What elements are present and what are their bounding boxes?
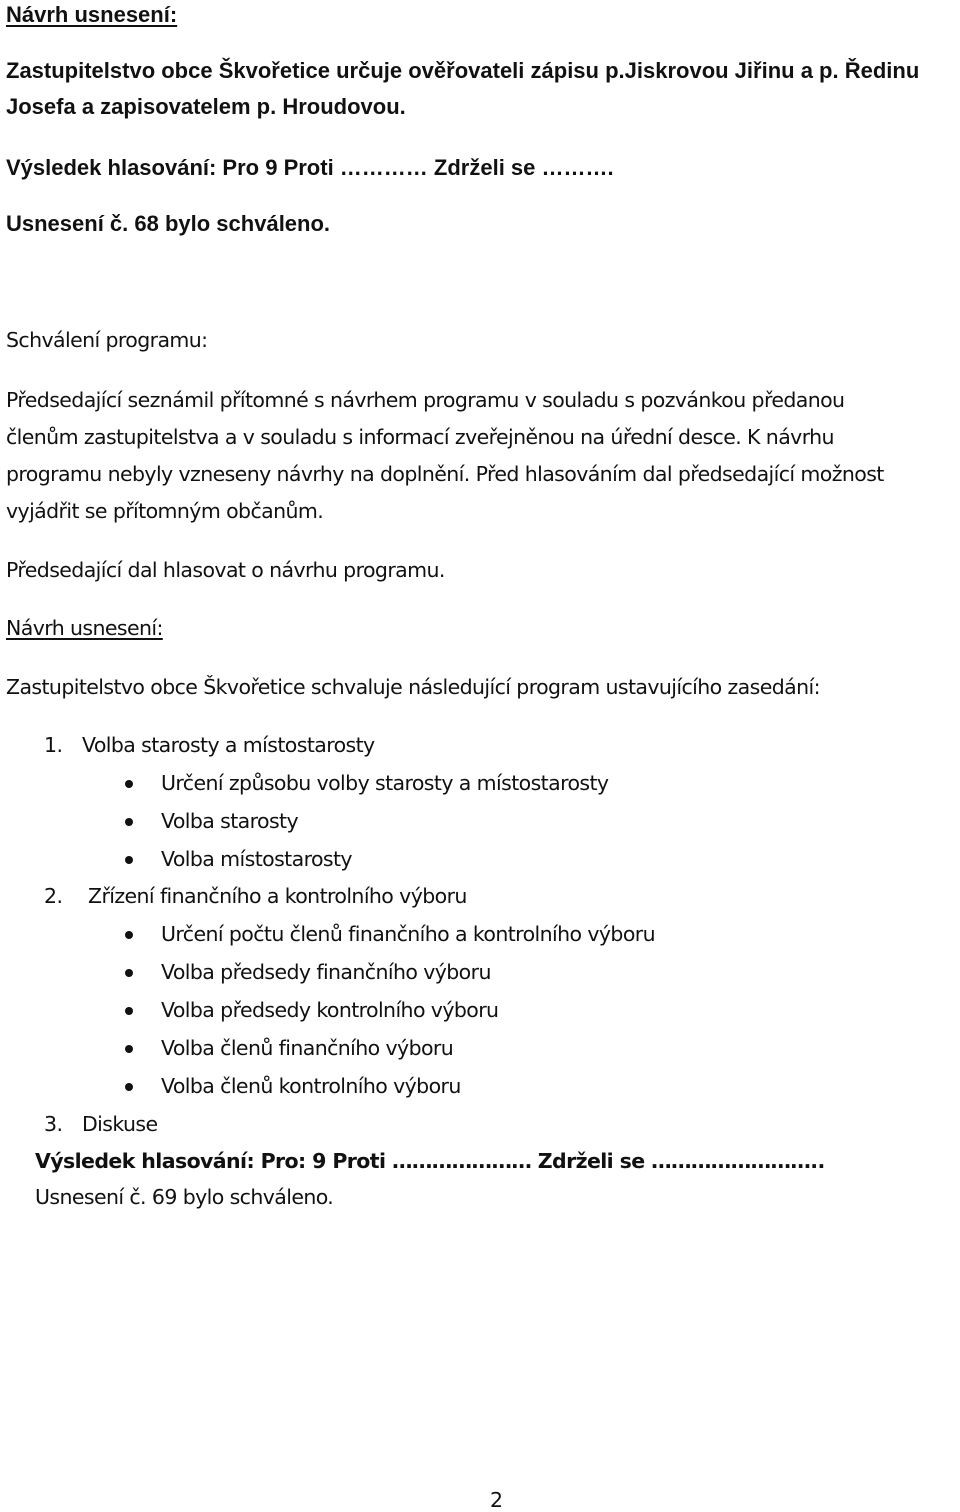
first-heading: Návrh usnesení:	[6, 2, 178, 27]
first-resolution-result: Usnesení č. 68 bylo schváleno.	[6, 211, 331, 236]
agenda-subitem: Určení způsobu volby starosty a místostarosty	[161, 771, 609, 795]
agenda-number: 1.	[44, 733, 63, 757]
program-para-line4: vyjádřit se přítomným občanům.	[6, 499, 324, 523]
agenda-title: Zřízení finančního a kontrolního výboru	[88, 884, 467, 908]
agenda-subitem: Volba předsedy finančního výboru	[161, 960, 491, 984]
page-number: 2	[490, 1488, 503, 1512]
agenda-subitem: Volba předsedy kontrolního výboru	[161, 998, 499, 1022]
closing-resolution-result: Usnesení č. 69 bylo schváleno.	[35, 1185, 334, 1209]
bullet-icon	[125, 1083, 133, 1091]
program-heading: Schválení programu:	[6, 328, 208, 352]
bullet-icon	[125, 931, 133, 939]
agenda-number: 2.	[44, 884, 63, 908]
bullet-icon	[125, 780, 133, 788]
agenda-number: 3.	[44, 1112, 63, 1136]
closing-vote-result: Výsledek hlasování: Pro: 9 Proti ………………… Zdrželi se ……………………..	[35, 1149, 825, 1173]
program-para-line2: členům zastupitelstva a v souladu s informací zveřejněnou na úřední desce. K návrhu	[6, 425, 834, 449]
bullet-icon	[125, 856, 133, 864]
program-para-line3: programu nebyly vzneseny návrhy na doplnění. Před hlasováním dal předsedající možnost	[6, 462, 884, 486]
program-para-line1: Předsedající seznámil přítomné s návrhem programu v souladu s pozvánkou předanou	[6, 388, 845, 412]
proposal-text: Zastupitelstvo obce Škvořetice schvaluje následující program ustavujícího zasedání:	[6, 675, 820, 699]
agenda-subitem: Volba místostarosty	[161, 847, 352, 871]
agenda-subitem: Volba starosty	[161, 809, 299, 833]
agenda-title: Diskuse	[82, 1112, 158, 1136]
proposal-heading: Návrh usnesení:	[6, 616, 163, 640]
bullet-icon	[125, 1045, 133, 1053]
bullet-icon	[125, 818, 133, 826]
first-text-line2: Josefa a zapisovatelem p. Hroudovou.	[6, 94, 406, 119]
bullet-icon	[125, 969, 133, 977]
bullet-icon	[125, 1007, 133, 1015]
agenda-subitem: Určení počtu členů finančního a kontrolního výboru	[161, 922, 655, 946]
agenda-title: Volba starosty a místostarosty	[82, 733, 375, 757]
agenda-subitem: Volba členů finančního výboru	[161, 1036, 454, 1060]
first-vote-result: Výsledek hlasování: Pro 9 Proti ………… Zdrželi se ……….	[6, 155, 614, 180]
program-vote-call: Předsedající dal hlasovat o návrhu programu.	[6, 558, 445, 582]
first-text-line1: Zastupitelstvo obce Škvořetice určuje ověřovateli zápisu p.Jiskrovou Jiřinu a p. Ředinu	[6, 58, 920, 83]
agenda-subitem: Volba členů kontrolního výboru	[161, 1074, 461, 1098]
